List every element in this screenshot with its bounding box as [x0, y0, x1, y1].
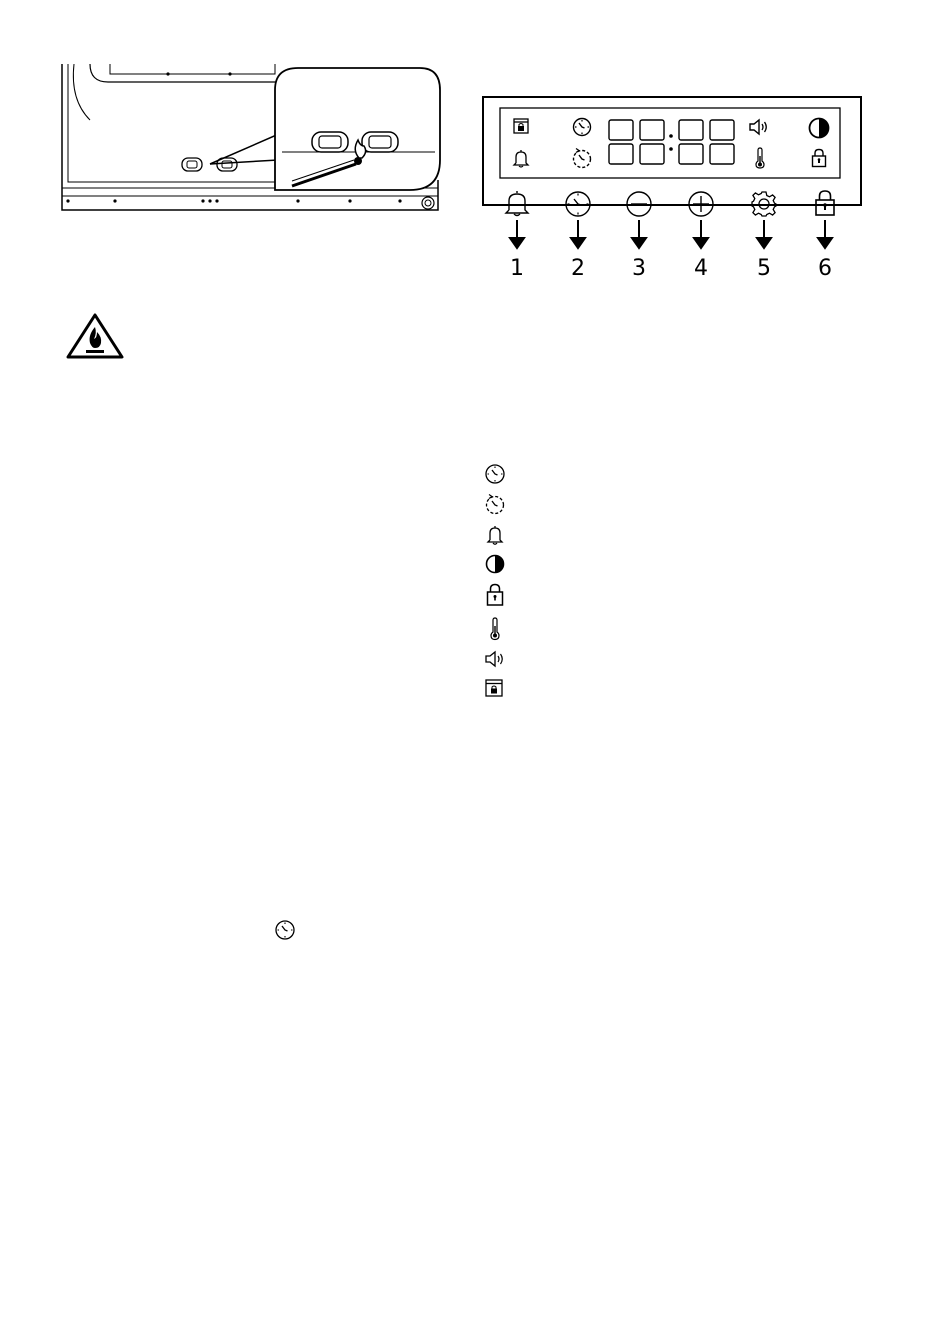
clock-button[interactable]: [564, 190, 592, 218]
minus-button[interactable]: [625, 190, 653, 218]
contrast-icon: [485, 554, 505, 574]
plus-button[interactable]: [687, 190, 715, 218]
button-number-1: 1: [510, 256, 524, 281]
control-panel-diagram: [482, 96, 862, 281]
thermometer-icon: [490, 617, 500, 641]
volume-indicator-icon: [748, 117, 770, 137]
button-number-4: 4: [694, 256, 708, 281]
settings-button[interactable]: [750, 190, 778, 218]
fire-warning-icon: [66, 313, 124, 359]
door-lock-indicator-icon: [513, 118, 529, 134]
digital-display: [607, 118, 735, 168]
bell-icon: [486, 524, 504, 546]
volume-icon: [484, 649, 506, 669]
lock-button[interactable]: [814, 189, 836, 217]
bell-indicator-icon: [512, 148, 530, 168]
lock-indicator-icon: [811, 148, 827, 168]
clock-icon: [484, 463, 506, 485]
button-number-6: 6: [818, 256, 832, 281]
door-lock-icon: [485, 679, 503, 697]
bell-button[interactable]: [502, 189, 532, 217]
inline-clock-icon: [274, 919, 296, 941]
hob-ignition-illustration: [60, 60, 445, 215]
contrast-indicator-icon: [808, 117, 830, 139]
symbol-list: [484, 463, 508, 703]
lock-icon: [486, 583, 504, 607]
thermometer-indicator-icon: [755, 147, 765, 169]
timer-icon: [484, 493, 506, 515]
button-number-5: 5: [757, 256, 771, 281]
button-number-3: 3: [632, 256, 646, 281]
clock-indicator-icon: [572, 117, 592, 137]
button-number-2: 2: [571, 256, 585, 281]
timer-indicator-icon: [571, 147, 593, 169]
